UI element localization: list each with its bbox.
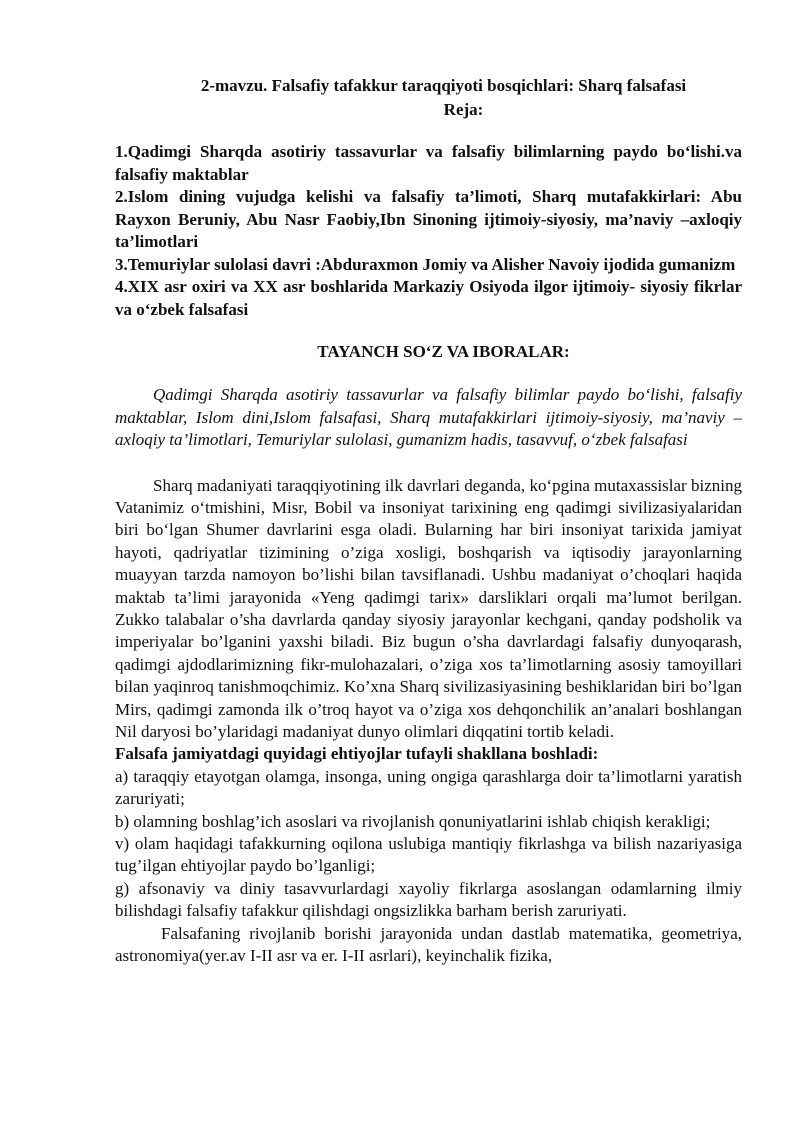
need-item-v: v) olam haqidagi tafakkurning oqilona uslubiga mantiqiy fikrlashga va bilish nazariyasiga tug’ilgan ehtiyojlar paydo bo’lganligi; (115, 834, 742, 876)
need-item-g: g) afsonaviy va diniy tasavvurlardagi xayoliy fikrlarga asoslangan odamlarning ilmiy bilishdagi falsafiy tafakkur qilishdagi ongsizlikka barham berish zaruriyati. (115, 878, 742, 921)
plan-heading: Reja: (443, 100, 484, 119)
keywords-heading: TAYANCH SO‘Z VA IBORALAR: (317, 342, 570, 361)
keywords-text: Qadimgi Sharqda asotiriy tassavurlar va falsafiy bilimlar paydo bo‘lishi, falsafiy maktablar, Islom dini,Islom falsafasi, Sharq mutafakkirlari ijtimoiy-siyosiy, ma’naviy –axloqiy ta’limotlari, Temuriylar sulolasi, gumanizm hadis, tasavvuf, o‘zbek falsafasi (115, 385, 742, 449)
plan-list (115, 141, 742, 321)
need-item-b: b) olamning boshlag’ich asoslari va rivojlanish qonuniyatlarini ishlab chiqish kerakligi; (115, 811, 711, 831)
plan-item-1: 1.Qadimgi Sharqda asotiriy tassavurlar va falsafiy bilimlarning paydo bo‘lishi.va falsafiy maktablar (115, 142, 742, 184)
document-page (115, 74, 742, 967)
plan-item-2: 2.Islom dining vujudga kelishi va falsafiy ta’limoti, Sharq mutafakkirlari: Abu Rayxon Beruniy, Abu Nasr Faobiy,Ibn Sinoning ijtimoiy-siyosiy, ma’naviy –axloqiy ta’limotlari (115, 187, 742, 251)
closing-paragraph: Falsafaning rivojlanib borishi jarayonida undan dastlab matematika, geometriya, astronomiya(yer.av I-II asr va er. I-II asrlari), keyinchalik fizika, (115, 923, 742, 966)
document-title: 2-mavzu. Falsafiy tafakkur taraqqiyoti bosqichlari: Sharq falsafasi (200, 76, 687, 95)
need-item-a: a) taraqqiy etayotgan olamga, insonga, uning ongiga qarashlarga doir ta’limotlarni yaratish zaruriyati; (115, 766, 742, 809)
plan-item-3: 3.Temuriylar sulolasi davri :Abduraxmon Jomiy va Alisher Navoiy ijodida gumanizm (115, 254, 736, 274)
needs-heading: Falsafa jamiyatdagi quyidagi ehtiyojlar tufayli shakllana boshladi: (115, 744, 599, 764)
intro-paragraph: Sharq madaniyati taraqqiyotining ilk davrlari deganda, ko‘pgina mutaxassislar bizning Vatanimiz o‘tmishini, Misr, Bobil va insoniyat tarixining eng qadimgi sivilizasiyalaridan biri bo‘lgan Shumer davrlarini esga oladi. Bularning har biri insoniyat tarixida jamiyat hayoti, qadriyatlar tizimining o’ziga xosligi, boshqarish va iqtisodiy jarayonlarning muayyan tarzda namoyon bo’lishi bilan tavsiflanadi. Ushbu madaniyat o’choqlari haqida maktab ta’limi jarayonida «Yeng qadimgi tarix» darsliklari orqali ma’lumot berilgan. Zukko talabalar o’sha davrlarda qanday siyosiy jarayonlar kechgani, qanday podsholik va imperiyalar bo’lganini yaxshi biladi. Biz bugun o’sha davrlardagi falsafiy dunyoqarash, qadimgi ajdodlarimizning fikr-mulohazalari, o’ziga xos ta’limotlarning asosiy tamoyillari bilan yaqinroq tanishmoqchimiz. Ko’xna Sharq sivilizasiyasining beshiklaridan biri bo’lgan Mirs, qadimgi zamonda ilk o’troq hayot va o’ziga xos dehqonchilik an’analari boshlangan Nil daryosi bo’ylaridagi madaniyat dunyo olimlari diqqatini tortib keladi. (115, 475, 742, 741)
plan-item-4: 4.XIX asr oxiri va XX asr boshlarida Markaziy Osiyoda ilgor ijtimoiy- siyosiy fikrlar va o‘zbek falsafasi (115, 277, 742, 319)
